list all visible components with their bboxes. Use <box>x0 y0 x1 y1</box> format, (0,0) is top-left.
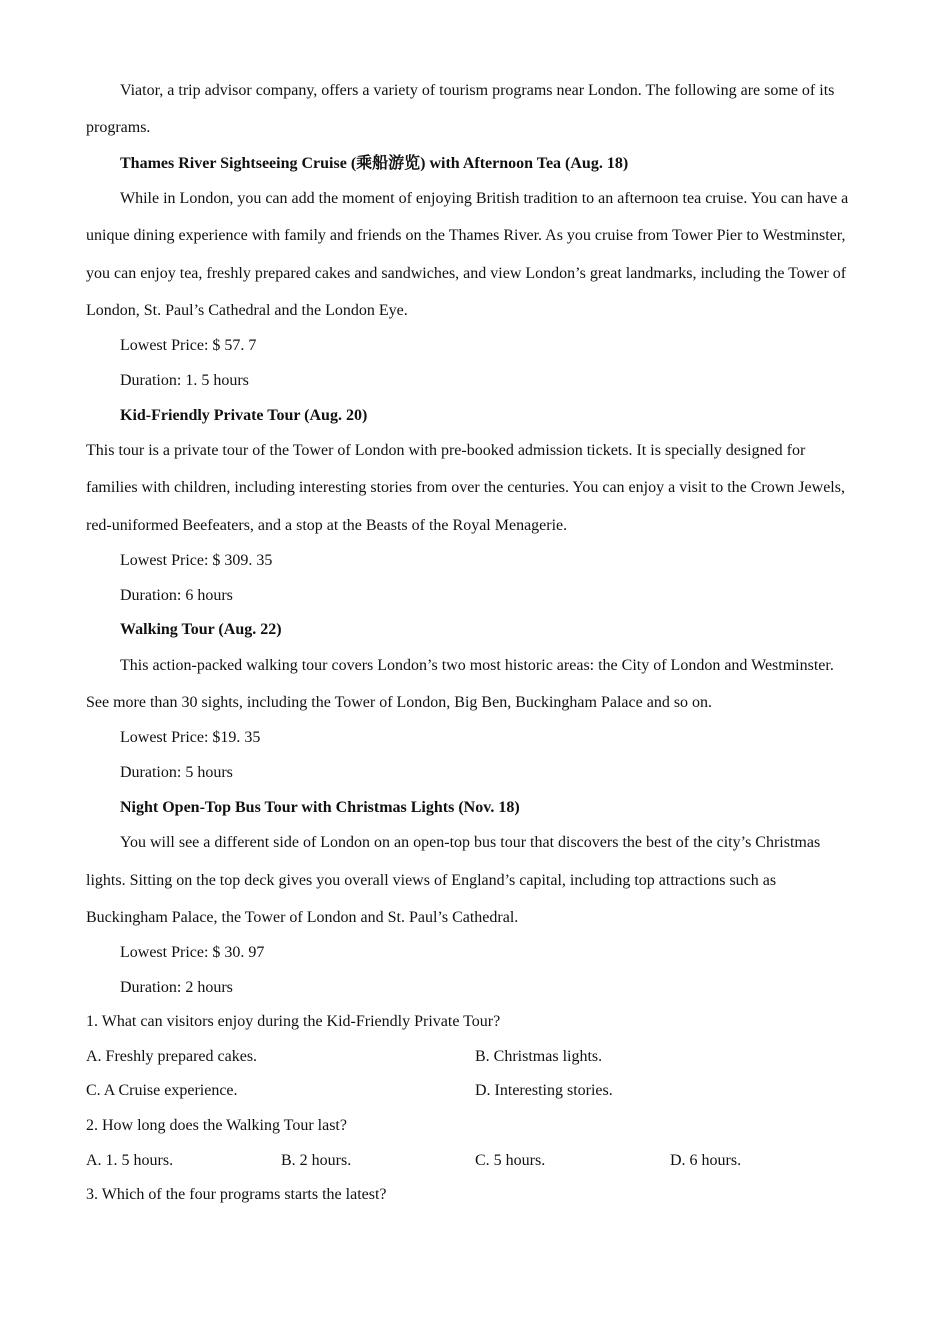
program-description: This tour is a private tour of the Tower of London with pre-booked admission tickets. It is specially designed for families with children, including interesting stories from over the centuries. You can enjoy a visit to the Crown Jewels, red-uniformed Beefeaters, and a stop at the Beasts of the Royal Menagerie. <box>86 442 845 534</box>
question-2 <box>86 1109 856 1178</box>
option-a: A. Freshly prepared cakes. <box>86 1047 258 1065</box>
option-b: B. 2 hours. <box>281 1151 352 1169</box>
program-duration: Duration: 2 hours <box>120 978 233 996</box>
program-duration: Duration: 5 hours <box>120 764 233 782</box>
program-kid-friendly-tour <box>86 399 856 614</box>
program-price: Lowest Price: $19. 35 <box>120 729 261 747</box>
program-title: Thames River Sightseeing Cruise (乘船游览) with Afternoon Tea (Aug. 18) <box>120 154 629 172</box>
option-b: B. Christmas lights. <box>475 1047 603 1065</box>
options-row <box>86 1074 856 1109</box>
option-a: A. 1. 5 hours. <box>86 1151 174 1169</box>
program-price: Lowest Price: $ 309. 35 <box>120 552 273 570</box>
program-description: While in London, you can add the moment of enjoying British tradition to an afternoon tea cruise. You can have a unique dining experience with family and friends on the Thames River. As you cruise from Tower Pier to Westminster, you can enjoy tea, freshly prepared cakes and sandwiches, and view London’s great landmarks, including the Tower of London, St. Paul’s Cathedral and the London Eye. <box>86 190 849 320</box>
program-description: You will see a different side of London on an open-top bus tour that discovers the best of the city’s Christmas lights. Sitting on the top deck gives you overall views of England’s capital, including top attractions such as Buckingham Palace, the Tower of London and St. Paul’s Cathedral. <box>86 834 821 926</box>
document-page <box>86 72 856 1213</box>
option-d: D. 6 hours. <box>670 1151 742 1169</box>
program-price: Lowest Price: $ 30. 97 <box>120 944 265 962</box>
question-text: 2. How long does the Walking Tour last? <box>86 1117 347 1135</box>
option-d: D. Interesting stories. <box>475 1082 613 1100</box>
program-duration: Duration: 1. 5 hours <box>120 371 249 389</box>
option-c: C. 5 hours. <box>475 1151 546 1169</box>
program-title: Night Open-Top Bus Tour with Christmas Lights (Nov. 18) <box>120 798 520 816</box>
program-title: Walking Tour (Aug. 22) <box>120 621 282 639</box>
options-row <box>86 1144 856 1179</box>
program-title: Kid-Friendly Private Tour (Aug. 20) <box>120 406 368 424</box>
question-1 <box>86 1005 856 1109</box>
options-row <box>86 1040 856 1075</box>
question-text: 3. Which of the four programs starts the latest? <box>86 1186 387 1204</box>
program-thames-cruise <box>86 147 856 399</box>
program-night-bus-tour <box>86 791 856 1006</box>
question-text: 1. What can visitors enjoy during the Kid-Friendly Private Tour? <box>86 1013 501 1031</box>
program-walking-tour <box>86 613 856 790</box>
option-c: C. A Cruise experience. <box>86 1082 238 1100</box>
program-price: Lowest Price: $ 57. 7 <box>120 337 257 355</box>
intro-paragraph: Viator, a trip advisor company, offers a variety of tourism programs near London. The following are some of its programs. <box>86 82 835 137</box>
program-description: This action-packed walking tour covers London’s two most historic areas: the City of London and Westminster. See more than 30 sights, including the Tower of London, Big Ben, Buckingham Palace and so on. <box>86 656 834 712</box>
program-duration: Duration: 6 hours <box>120 586 233 604</box>
question-3 <box>86 1178 856 1213</box>
